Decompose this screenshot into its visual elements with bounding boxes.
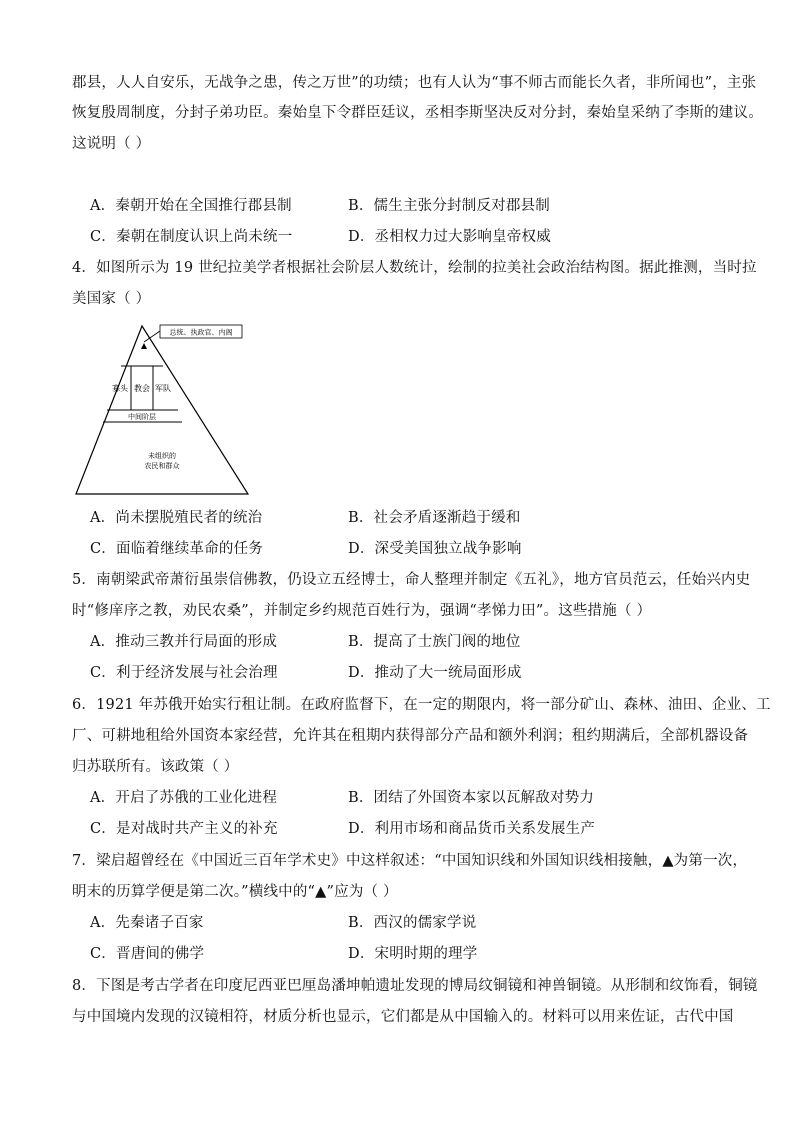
q4-option-c: C．面临着继续革命的任务 [90, 541, 263, 557]
q3-option-c: C．秦朝在制度认识上尚未统一 [90, 229, 293, 245]
q5-option-a: A．推动三教并行局面的形成 [90, 634, 278, 650]
q6-option-d: D．利用市场和商品货币关系发展生产 [348, 821, 596, 837]
layer3-label: 中间阶层 [128, 413, 156, 421]
q7-option-d: D．宋明时期的理学 [348, 946, 478, 962]
layer2-mid-label: 教会 [134, 384, 150, 393]
q5-option-d: D．推动了大一统局面形成 [348, 665, 522, 681]
q6-text-line-2: 厂、可耕地租给外国资本家经营，允许其在租期内获得部分产品和额外利润；租约期满后，全部机器设备 [72, 728, 749, 744]
q5-text-line-2: 时“修庠序之教，劝民农桑”，并制定乡约规范百姓行为，强调“孝悌力田”。这些措施（ ） [72, 603, 652, 619]
q7-text-line-1: 7．梁启超曾经在《中国近三百年学术史》中这样叙述：“中国知识线和外国知识线相接触，▲为第一次， [72, 853, 748, 869]
q5-option-c: C．利于经济发展与社会治理 [90, 665, 278, 681]
q5-option-b: B．提高了士族门阀的地位 [348, 634, 521, 650]
q3-option-a: A．秦朝开始在全国推行郡县制 [90, 198, 292, 214]
social-pyramid-figure [72, 320, 252, 500]
q4-text-line-1: 4．如图所示为 19 世纪拉美学者根据社会阶层人数统计，绘制的拉美社会政治结构图。据此推测，当时拉 [72, 260, 757, 276]
q5-text-line-1: 5．南朝梁武帝萧衍虽崇信佛教，仍设立五经博士，命人整理并制定《五礼》，地方官员范云，任始兴内史 [72, 572, 751, 588]
top-layer-label: 总统、执政官、内阁 [169, 328, 233, 337]
q3-option-b: B．儒生主张分封制反对郡县制 [348, 198, 550, 214]
q4-option-a: A．尚未摆脱殖民者的统治 [90, 510, 263, 526]
q7-option-a: A．先秦诸子百家 [90, 915, 204, 931]
q6-option-a: A．开启了苏俄的工业化进程 [90, 790, 278, 806]
q3-option-d: D．丞相权力过大影响皇帝权威 [348, 229, 551, 245]
layer2-right-label: 军队 [155, 384, 171, 393]
layer2-left-label: 寡头 [112, 384, 128, 393]
q7-option-b: B．西汉的儒家学说 [348, 915, 477, 931]
q6-option-b: B．团结了外国资本家以瓦解敌对势力 [348, 790, 595, 806]
q6-text-line-1: 6．1921 年苏俄开始实行租让制。在政府监督下，在一定的期限内，将一部分矿山、森林、油田、企业、工 [72, 697, 771, 713]
q4-option-d: D．深受美国独立战争影响 [348, 541, 522, 557]
q3-text-line-2: 恢复殷周制度，分封子弟功臣。秦始皇下令群臣廷议，丞相李斯坚决反对分封，秦始皇采纳了李斯的建议。 [72, 105, 763, 121]
q3-text-line-3: 这说明（ ） [72, 136, 151, 152]
layer4-label-line2: 农民和群众 [144, 462, 180, 470]
q8-text-line-1: 8．下图是考古学者在印度尼西亚巴厘岛潘坤帕遗址发现的博局纹铜镜和神兽铜镜。从形制和纹饰看，铜镜 [72, 978, 758, 994]
q8-text-line-2: 与中国境内发现的汉镜相符，材质分析也显示，它们都是从中国输入的。材料可以用来佐证，古代中国 [72, 1009, 734, 1025]
q4-text-line-2: 美国家（ ） [72, 291, 151, 307]
layer4-label-line1: 未组织的 [148, 452, 176, 460]
q3-text-line-1: 郡县，人人自安乐，无战争之患，传之万世”的功绩；也有人认为“事不师古而能长久者，非所闻也”，主张 [72, 75, 757, 91]
pyramid-diagram [72, 320, 252, 500]
q4-option-b: B．社会矛盾逐渐趋于缓和 [348, 510, 521, 526]
q7-option-c: C．晋唐间的佛学 [90, 946, 205, 962]
q6-option-c: C．是对战时共产主义的补充 [90, 821, 278, 837]
q7-text-line-2: 明末的历算学便是第二次。”横线中的“▲”应为（ ） [72, 884, 398, 900]
q6-text-line-3: 归苏联所有。该政策（ ） [72, 759, 239, 775]
